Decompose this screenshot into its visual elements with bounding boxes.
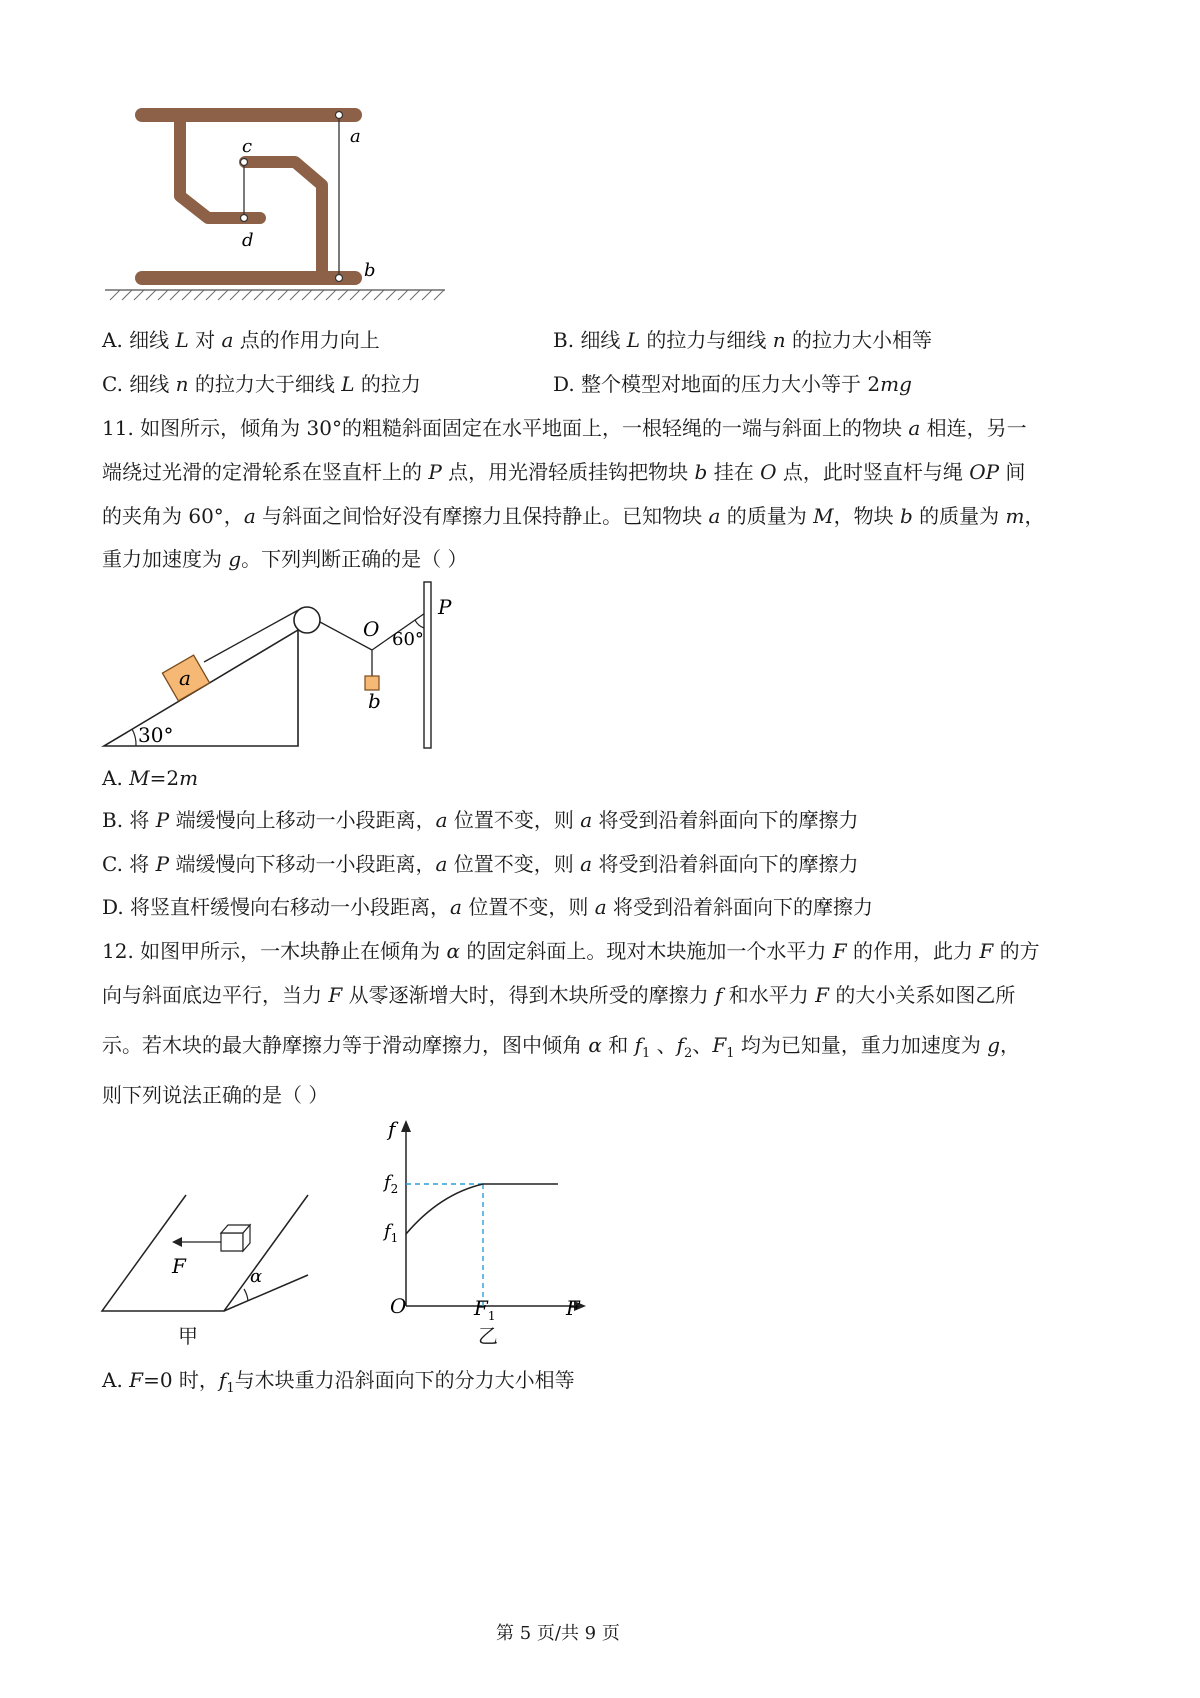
- q11-option-a[interactable]: A. M=2m: [102, 766, 199, 790]
- angle-arc-30: [132, 729, 136, 746]
- friction-curve: [406, 1184, 558, 1234]
- label-f2: $f_2$: [384, 1172, 399, 1196]
- caption-yi: 乙: [478, 1324, 498, 1348]
- label-b: b: [364, 260, 376, 281]
- q11-stem-line4: 重力加速度为 g。下列判断正确的是（ ）: [102, 547, 468, 571]
- q12-stem-line2: 向与斜面底边平行，当力 F 从零逐渐增大时，得到木块所受的摩擦力 f 和水平力 F 的大小关系如图乙所: [102, 983, 1016, 1007]
- q11-stem-line2: 端绕过光滑的定滑轮系在竖直杆上的 P 点，用光滑轻质挂钩把物块 b 挂在 O 点，此时竖直杆与绳 OP 间: [102, 460, 1026, 484]
- wood-block: [221, 1225, 250, 1251]
- point-c: [241, 159, 248, 166]
- label-a: a: [179, 666, 191, 690]
- q11-option-d[interactable]: D. 将竖直杆缓慢向右移动一小段距离，a 位置不变，则 a 将受到沿着斜面向下的摩擦力: [102, 895, 873, 919]
- label-F1: $F_1$: [474, 1296, 496, 1323]
- y-axis-arrow: [401, 1120, 411, 1132]
- label-F-axis: F: [566, 1296, 580, 1320]
- label-f-axis: f: [388, 1117, 396, 1141]
- label-a: a: [350, 126, 361, 147]
- angle-arc-alpha: [244, 1289, 248, 1301]
- force-arrowhead: [172, 1237, 182, 1247]
- figure-yi-graph: [380, 1112, 600, 1324]
- q12-stem-line4: 则下列说法正确的是（ ）: [102, 1083, 329, 1107]
- q11-stem-line1: 11. 如图所示，倾角为 30°的粗糙斜面固定在水平地面上，一根轻绳的一端与斜面上的物块 a 相连，另一: [102, 416, 1027, 440]
- ground-hatching: [105, 290, 445, 300]
- angle-arc-60: [415, 620, 424, 628]
- q11-stem-line3: 的夹角为 60°，a 与斜面之间恰好没有摩擦力且保持静止。已知物块 a 的质量为 M，物块 b 的质量为 m，: [102, 504, 1045, 528]
- label-b: b: [368, 689, 381, 713]
- label-origin: O: [390, 1294, 407, 1318]
- incline-plane: [102, 1195, 308, 1311]
- figure-rod-model: [100, 100, 460, 330]
- label-alpha: α: [250, 1266, 263, 1287]
- point-b: [336, 275, 343, 282]
- q10-option-b[interactable]: B. 细线 L 的拉力与细线 n 的拉力大小相等: [553, 328, 933, 352]
- q10-option-c[interactable]: C. 细线 n 的拉力大于细线 L 的拉力: [102, 372, 421, 396]
- q10-option-d[interactable]: D. 整个模型对地面的压力大小等于 2mg: [553, 372, 912, 396]
- rope-block-pulley: [204, 608, 302, 662]
- label-F: F: [172, 1254, 186, 1278]
- vertical-pole: [424, 582, 431, 748]
- caption-jia: 甲: [178, 1324, 198, 1348]
- point-a: [336, 112, 343, 119]
- figure-incline-pulley: [100, 578, 480, 758]
- label-O: O: [363, 617, 380, 641]
- label-angle-30: 30°: [138, 723, 174, 747]
- point-d: [241, 215, 248, 222]
- q12-stem-line1: 12. 如图甲所示，一木块静止在倾角为 α 的固定斜面上。现对木块施加一个水平力 F 的作用，此力 F 的方: [102, 939, 1040, 963]
- block-b: [365, 676, 379, 690]
- label-c: c: [242, 136, 253, 157]
- label-f1: $f_1$: [384, 1221, 399, 1245]
- figure-jia-incline: [98, 1185, 328, 1350]
- label-angle-60: 60°: [392, 629, 424, 650]
- q12-option-a[interactable]: A. F=0 时，$f_1$与木块重力沿斜面向下的分力大小相等: [102, 1368, 575, 1396]
- q10-option-a[interactable]: A. 细线 L 对 a 点的作用力向上: [102, 328, 380, 352]
- page-footer: 第 5 页/共 9 页: [496, 1623, 620, 1644]
- q12-stem-line3: 示。若木块的最大静摩擦力等于滑动摩擦力，图中倾角 α 和 $f_1$ 、$f_2$、$F_1$ 均为已知量，重力加速度为 g，: [102, 1033, 1021, 1061]
- label-P: P: [438, 595, 452, 619]
- label-d: d: [242, 230, 254, 251]
- q11-option-b[interactable]: B. 将 P 端缓慢向上移动一小段距离，a 位置不变，则 a 将受到沿着斜面向下的摩擦力: [102, 808, 859, 832]
- q11-option-c[interactable]: C. 将 P 端缓慢向下移动一小段距离，a 位置不变，则 a 将受到沿着斜面向下的摩擦力: [102, 852, 859, 876]
